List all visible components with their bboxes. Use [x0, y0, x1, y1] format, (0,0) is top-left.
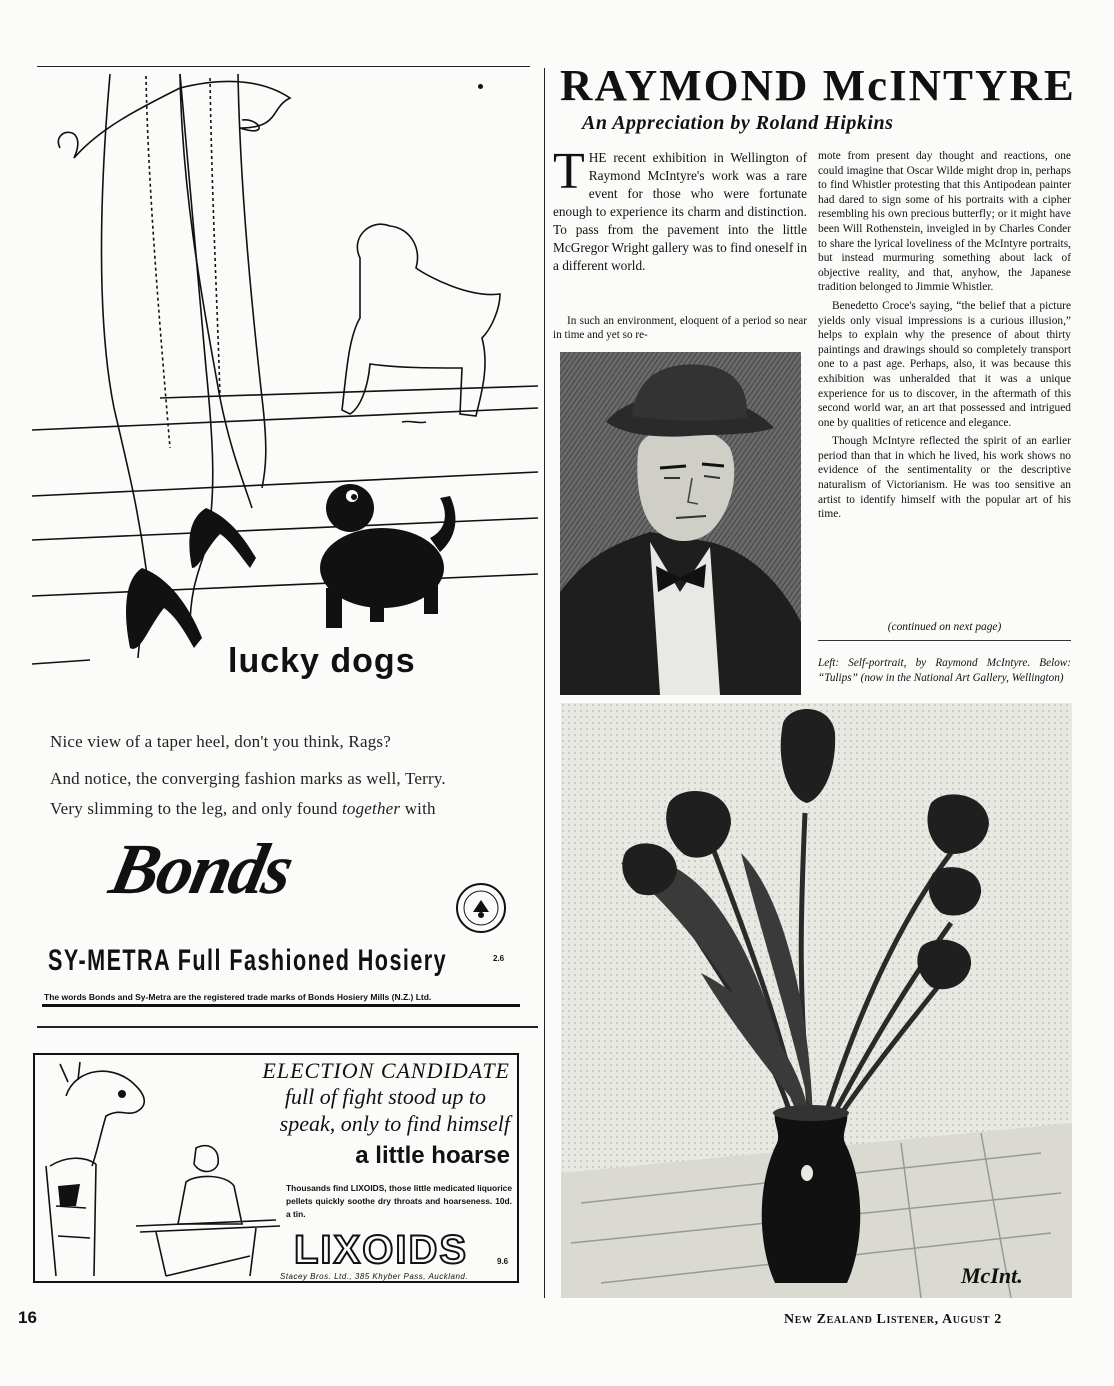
continued-note: (continued on next page)	[887, 621, 1002, 633]
article-paragraph-1	[553, 143, 807, 275]
slogan-lucky-dogs: lucky dogs	[228, 642, 416, 680]
page-number: 16	[18, 1308, 37, 1327]
ad-bottom-rule	[42, 1004, 520, 1007]
well-made-seal-icon	[455, 882, 507, 934]
paragraph-1-text: HE recent exhibition in Wellington of Raymond McIntyre's work was a rare event for those who were fortunate enough to experience its charm and distinction. To pass from the pavement into the little McGregor Wright gallery was to find oneself in a different world.	[553, 150, 807, 273]
lixoids-address: Stacey Bros. Ltd., 385 Khyber Pass, Auckland.	[280, 1272, 469, 1281]
lixoids-headline: a little hoarse	[355, 1142, 510, 1169]
ad-copy-line-3-start: Very slimming to the leg, and only found	[50, 799, 342, 818]
lixoids-logo: LIXOIDS	[294, 1228, 469, 1272]
article-paragraph-4: Though McIntyre reflected the spirit of an earlier period than that in which he lived, his work shows no evidence of the sentimentality or the descriptive naturalism of Victorianism. He was too sensitive an artist to identify himself with the popular art of his time.	[818, 435, 1071, 521]
article-column-1-continued	[553, 314, 807, 342]
ad-copy-line-2: And notice, the converging fashion marks as well, Terry.	[50, 769, 446, 788]
ad-copy-line-1: Nice view of a taper heel, don't you think, Rags?	[50, 732, 391, 751]
figure-caption: Left: Self-portrait, by Raymond McIntyre. Below: “Tulips” (now in the National Art Gallery, Wellington)	[818, 657, 1071, 684]
ad-copy-emphasis: together	[341, 799, 401, 818]
ad-price-code: 2.6	[493, 954, 505, 963]
caption-rule	[818, 640, 1071, 641]
article-paragraph-3: Benedetto Croce's saying, “the belief that a picture yields only visual impressions is a curious illusion,” helps to explain why the presence of about thirty paintings and drawings should so completely transport one to a past age. Perhaps, also, it was because this exhibition was unheralded that it was a unique experience for us to discover, in the aftermath of this second world war, an art that possessed and intrigued one by qualities of reticence and elegance.	[818, 299, 1071, 429]
lixoids-copy-line-3: speak, only to find himself	[279, 1111, 510, 1136]
ad-copy-line-3	[50, 799, 436, 819]
tulips-painting-image	[561, 703, 1072, 1298]
article-column-2	[818, 149, 1071, 522]
lixoids-price-code: 9.6	[497, 1257, 509, 1266]
ad-copy-line-3-end: with	[400, 799, 436, 818]
self-portrait-image	[560, 352, 801, 695]
top-rule	[37, 66, 530, 67]
article-column-1	[553, 143, 807, 275]
trademark-notice: The words Bonds and Sy-Metra are the registered trade marks of Bonds Hosiery Mills (N.Z.) Ltd.	[44, 992, 432, 1002]
column-divider	[544, 68, 545, 1298]
product-name-symetra: SY-METRA Full Fashioned Hosiery	[48, 944, 448, 977]
article-subtitle: An Appreciation by Roland Hipkins	[582, 112, 894, 134]
article-paragraph-2-end: mote from present day thought and reactions, one could imagine that Oscar Wilde might drop in, perhaps to find Whistler protesting that this Antipodean painter had dared to sign some of his portraits with a cipher resembling his own precious butterfly; or it might have been Will Rothenstein, inveigled in by Charles Conder to share the lyrical loveliness of the McIntyre portraits, but instead murmuring something about lack of objective reality, and that, anyhow, the Japanese tradition belonged to Jimmie Whistler.	[818, 150, 1071, 294]
lixoids-copy-line-1: ELECTION CANDIDATE	[262, 1058, 510, 1083]
lixoids-body-copy: Thousands find LIXOIDS, those little medicated liquorice pellets quickly soothe dry throats and hoarseness. 10d. a tin.	[286, 1183, 512, 1219]
drop-cap: T	[553, 143, 585, 200]
bonds-brand-logo: Bonds	[103, 829, 299, 909]
article-paragraph-2-start: In such an environment, eloquent of a period so near in time and yet so re-	[553, 315, 807, 341]
running-footer: New Zealand Listener, August 2	[784, 1312, 1002, 1327]
section-rule	[37, 1026, 538, 1028]
lixoids-copy-line-2: full of fight stood up to	[284, 1084, 486, 1109]
article-title: RAYMOND McINTYRE	[560, 61, 1076, 110]
legs-and-dogs-illustration	[30, 68, 538, 708]
painting-signature: McInt.	[961, 1263, 1023, 1288]
